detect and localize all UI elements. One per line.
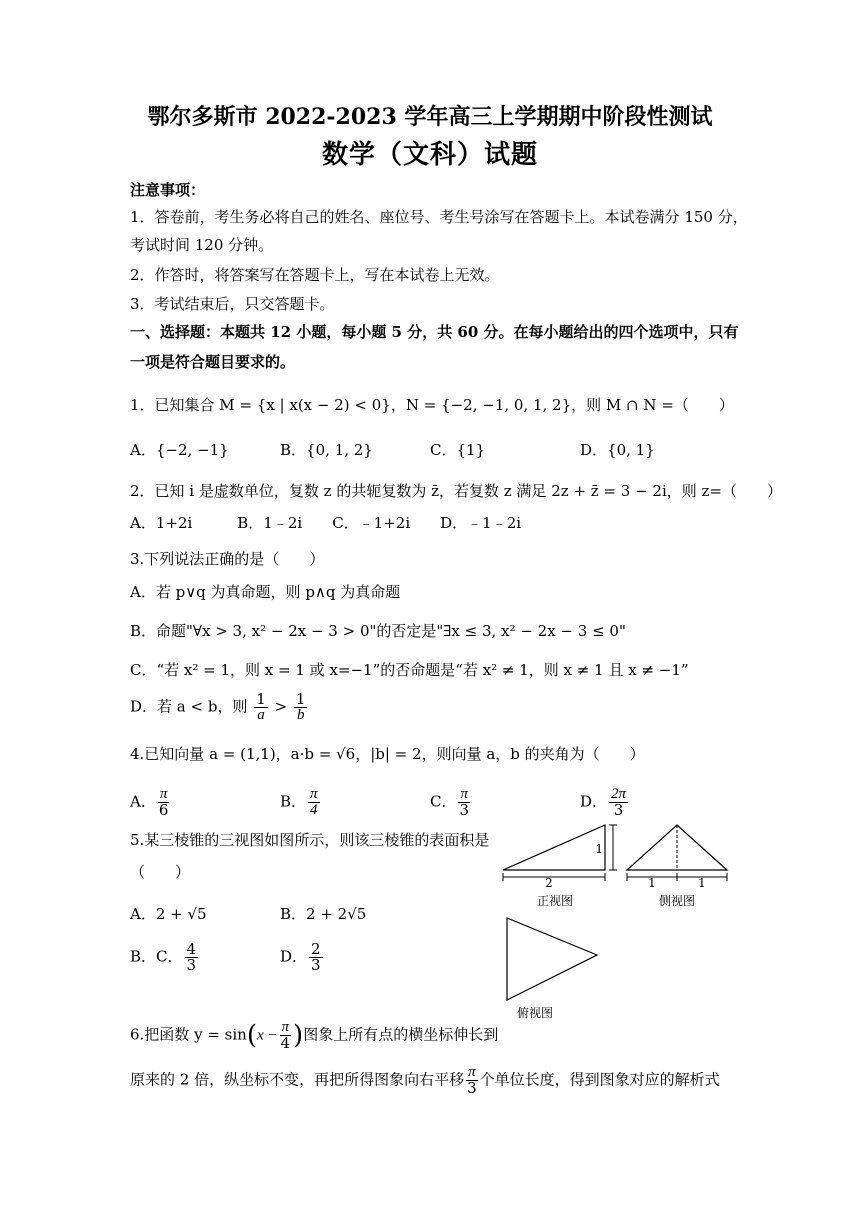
top-view-label: 俯视图 — [516, 1006, 554, 1020]
section-1-heading-line-2: 一项是符合题目要求的。 — [130, 353, 296, 371]
question-4-stem: 4.已知向量 a = (1,1)，a·b = √6，|b| = 2，则向量 a，b 的夹角为（ ） — [130, 745, 645, 763]
question-1-option-c: C．{1} — [430, 441, 486, 459]
note-3: 3．考试结束后，只交答题卡。 — [130, 295, 335, 313]
question-3-option-a: A．若 p∨q 为真命题，则 p∧q 为真命题 — [130, 583, 401, 601]
front-height-label: 1 — [595, 842, 603, 856]
question-3-option-d — [130, 692, 309, 723]
question-1-option-d: D．{0, 1} — [580, 441, 655, 459]
question-2-stem: 2．已知 i 是虚数单位，复数 z 的共轭复数为 z̄，若复数 z 满足 2z + z̄ = 3 − 2i，则 z=（ ） — [130, 482, 782, 500]
greater-than-sign: > — [274, 697, 288, 716]
notes-heading: 注意事项： — [130, 181, 206, 199]
question-5-option-c: B．C． $\frac{4}{3}$ — [130, 940, 197, 974]
question-3-option-b: B．命题"∀x > 3, x² − 2x − 3 > 0"的否定是"∃x ≤ 3, x² − 2x − 3 ≤ 0" — [130, 622, 626, 640]
question-4-option-a: A． $\frac{\pi}{6}$ — [130, 786, 169, 819]
front-view — [503, 825, 617, 908]
question-5-stem-line-1: 5.某三棱锥的三视图如图所示，则该三棱锥的表面积是 — [130, 831, 490, 849]
question-1-option-a: A．{−2, −1} — [130, 441, 229, 459]
question-4-option-b: B． $\frac{\pi}{4}$ — [280, 786, 318, 818]
note-1-line-2: 考试时间 120 分钟。 — [130, 236, 274, 254]
question-5-stem-line-2: （ ） — [130, 863, 191, 881]
question-3-option-c: C．“若 x² = 1，则 x = 1 或 x=−1”的否命题是“若 x² ≠ 1，则 x ≠ 1 且 x ≠ −1” — [130, 661, 689, 679]
question-3-stem: 3.下列说法正确的是（ ） — [130, 550, 325, 568]
question-6-line-2: 原来的 2 倍，纵坐标不变，再把所得图象向右平移 $\frac{\pi}{3}$ 个单位长度，得到图象对应的解析式 — [130, 1064, 720, 1097]
section-1-heading-line-1: 一、选择题：本题共 12 小题，每小题 5 分，共 60 分。在每小题给出的四个选项中，只有 — [130, 323, 739, 341]
question-5-option-a: A．2 + √5 — [130, 905, 207, 923]
side-view — [627, 825, 727, 908]
question-1-option-b: B．{0, 1, 2} — [280, 441, 373, 459]
top-view — [507, 918, 597, 1020]
note-2: 2．作答时，将答案写在答题卡上，写在本试卷上无效。 — [130, 266, 500, 284]
front-width-label: 2 — [545, 876, 553, 890]
question-2-options: A．1+2i B．1﹣2i C．﹣1+2i D．﹣1﹣2i — [130, 514, 522, 532]
exam-title: 鄂尔多斯市 2022-2023 学年高三上学期期中阶段性测试 — [147, 104, 713, 130]
question-4-option-d: D． $\frac{2\pi}{3}$ — [580, 786, 627, 819]
side-right-width-label: 1 — [698, 876, 706, 890]
question-5-option-b: B．2 + 2√5 — [280, 905, 367, 923]
exam-subtitle: 数学（文科）试题 — [321, 140, 538, 170]
three-view-figure — [495, 815, 735, 1030]
question-3-option-d-prefix: D．若 a < b，则 — [130, 697, 248, 716]
note-1-line-1: 1．答卷前，考生务必将自己的姓名、座位号、考生号涂写在答题卡上。本试卷满分 150 分， — [130, 208, 748, 226]
fraction-one-over-a: $\frac{1}{a}$ — [256, 690, 266, 723]
question-1-stem: 1．已知集合 M = {x | x(x − 2) < 0}，N = {−2, −1, 0, 1, 2}，则 M ∩ N =（ ） — [130, 396, 734, 414]
question-5-option-d: D． $\frac{2}{3}$ — [280, 940, 321, 974]
question-6-line-1: 6.把函数 y = sin(x − $\frac{\pi}{4}$ )图象上所有点的横坐标伸长到 — [130, 1019, 499, 1052]
front-view-label: 正视图 — [536, 894, 574, 908]
question-4-option-c: C． $\frac{\pi}{3}$ — [430, 786, 470, 819]
fraction-one-over-b: $\frac{1}{b}$ — [295, 690, 306, 723]
side-left-width-label: 1 — [648, 876, 656, 890]
side-view-label: 侧视图 — [658, 894, 696, 908]
